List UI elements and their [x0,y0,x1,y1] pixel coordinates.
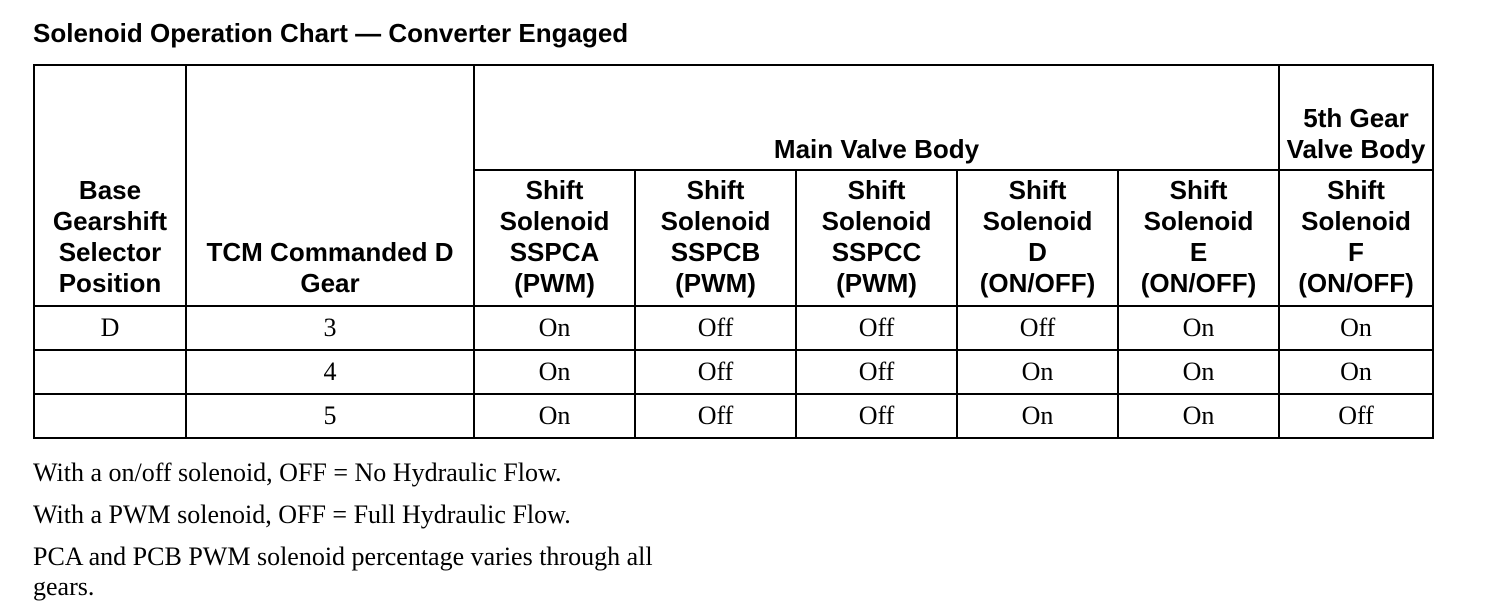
header-solenoid-line: Shift [1008,175,1067,205]
header-solenoid-line: Solenoid [499,206,610,236]
header-solenoid-line: E [1189,237,1208,267]
cell-solenoid-state: On [957,350,1118,394]
table-row [34,350,1433,394]
note-onoff-solenoid: With a on/off solenoid, OFF = No Hydraulic Flow. [33,458,562,487]
solenoid-operation-table [33,64,1434,439]
cell-solenoid-state: Off [635,306,796,350]
cell-solenoid-state: On [1118,306,1279,350]
header-solenoid [796,170,957,306]
header-solenoid-line: (PWM) [514,268,595,298]
cell-commanded-gear: 3 [186,306,474,350]
note-pca-pcb-percentage: PCA and PCB PWM solenoid percentage varies through all gears. [33,542,653,601]
header-solenoid-line: (ON/OFF) [979,268,1096,298]
cell-solenoid-state: Off [796,306,957,350]
cell-solenoid-state: Off [1279,394,1433,438]
header-solenoid-line: SSPCC [831,237,922,267]
notes-section [33,458,693,614]
header-solenoid-line: (ON/OFF) [1298,268,1414,298]
header-solenoid-line: D [1028,237,1047,267]
header-solenoid-line: Shift [525,175,584,205]
header-solenoid-line: Shift [847,175,906,205]
cell-solenoid-state: On [1118,350,1279,394]
table-row [34,306,1433,350]
header-solenoid-line: SSPCB [670,237,761,267]
header-fifth-gear-valve-body: 5th Gear Valve Body [1279,65,1433,170]
cell-selector-position [34,394,186,438]
header-solenoid-line: SSPCA [509,237,600,267]
cell-solenoid-state: On [1279,306,1433,350]
header-solenoid-line: Solenoid [660,206,771,236]
header-base-gearshift-position: Base Gearshift Selector Position [34,65,186,306]
header-solenoid-line: Solenoid [1301,206,1411,236]
cell-solenoid-state: On [474,306,635,350]
header-solenoid-line: (PWM) [836,268,917,298]
header-main-valve-body: Main Valve Body [474,65,1279,170]
header-solenoid [1279,170,1433,306]
header-solenoid [1118,170,1279,306]
header-solenoid-line: Solenoid [821,206,932,236]
cell-solenoid-state: On [1118,394,1279,438]
note-pwm-solenoid: With a PWM solenoid, OFF = Full Hydraulic Flow. [33,500,571,529]
cell-selector-position [34,350,186,394]
cell-solenoid-state: Off [796,394,957,438]
cell-solenoid-state: On [474,350,635,394]
cell-selector-position: D [34,306,186,350]
header-solenoid [474,170,635,306]
header-solenoid-line: (ON/OFF) [1140,268,1257,298]
header-solenoid-line: Shift [1327,175,1385,205]
header-tcm-commanded-gear: TCM Commanded D Gear [186,65,474,306]
header-solenoid-line: Solenoid [982,206,1093,236]
table-row [34,394,1433,438]
header-solenoid-line: (PWM) [675,268,756,298]
cell-solenoid-state: On [957,394,1118,438]
cell-commanded-gear: 5 [186,394,474,438]
cell-solenoid-state: Off [635,350,796,394]
cell-solenoid-state: On [474,394,635,438]
cell-solenoid-state: Off [635,394,796,438]
cell-solenoid-state: Off [957,306,1118,350]
header-solenoid-line: Solenoid [1143,206,1254,236]
header-solenoid-line: Shift [1169,175,1228,205]
page-title: Solenoid Operation Chart — Converter Engaged [33,18,629,48]
cell-solenoid-state: On [1279,350,1433,394]
cell-commanded-gear: 4 [186,350,474,394]
header-solenoid [957,170,1118,306]
header-solenoid-line: F [1348,237,1364,267]
cell-solenoid-state: Off [796,350,957,394]
header-solenoid [635,170,796,306]
header-solenoid-line: Shift [686,175,745,205]
